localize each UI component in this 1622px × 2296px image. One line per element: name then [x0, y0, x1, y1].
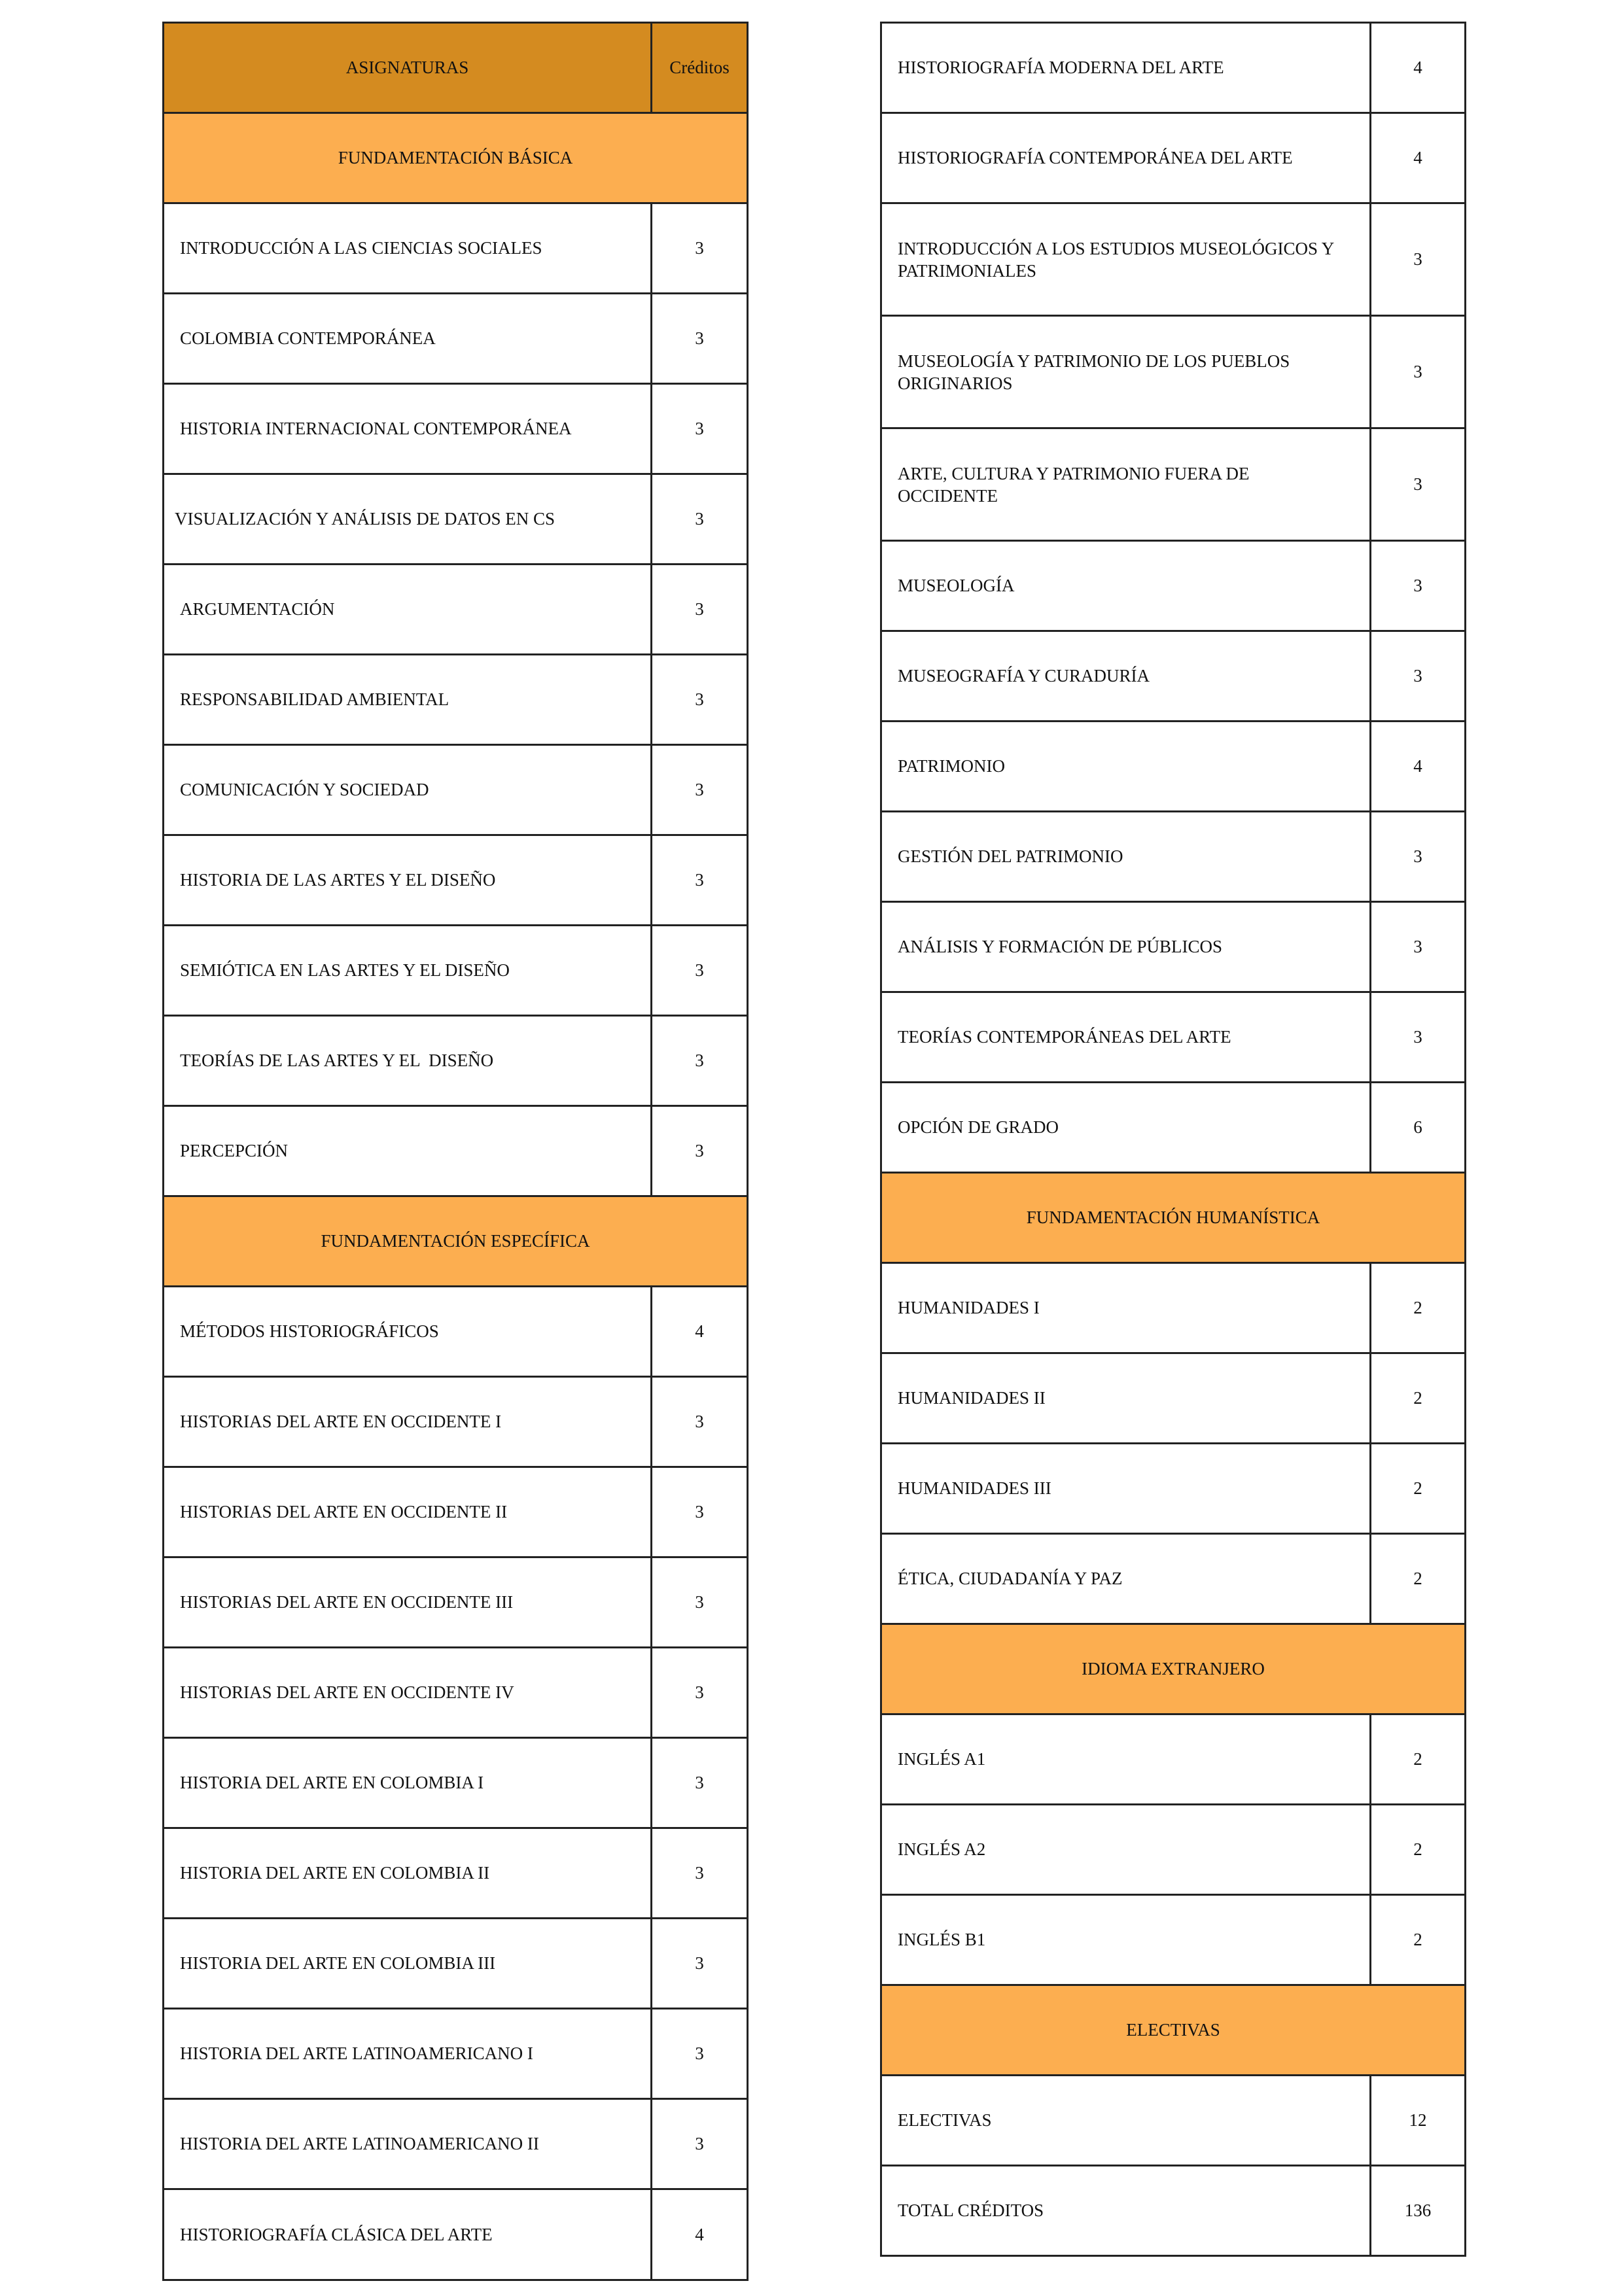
- subject-name: GESTIÓN DEL PATRIMONIO: [881, 812, 1371, 902]
- table-row: [881, 1263, 1466, 1353]
- subject-credits: 2: [1371, 1263, 1466, 1353]
- header-credits: Créditos: [652, 23, 748, 113]
- table-row: [164, 2099, 748, 2189]
- table-row: [881, 203, 1466, 316]
- subject-credits: 3: [652, 1648, 748, 1738]
- subject-credits: 4: [652, 2189, 748, 2280]
- subject-name: OPCIÓN DE GRADO: [881, 1083, 1371, 1173]
- table-row: [881, 1714, 1466, 1805]
- subject-name: HISTORIAS DEL ARTE EN OCCIDENTE IV: [164, 1648, 652, 1738]
- table-row: [881, 992, 1466, 1083]
- table-row: [164, 1828, 748, 1919]
- table-row: [881, 2076, 1466, 2166]
- table-row: [881, 1353, 1466, 1444]
- section-title: IDIOMA EXTRANJERO: [881, 1624, 1466, 1714]
- subject-credits: 3: [652, 294, 748, 384]
- subject-credits: 2: [1371, 1805, 1466, 1895]
- subject-name: MUSEOGRAFÍA Y CURADURÍA: [881, 631, 1371, 722]
- table-row: [164, 2189, 748, 2280]
- table-row: [164, 474, 748, 565]
- subject-name: HISTORIA DEL ARTE EN COLOMBIA II: [164, 1828, 652, 1919]
- subject-credits: 2: [1371, 1895, 1466, 1985]
- section-electivas: [881, 1985, 1466, 2076]
- table-row: [164, 1287, 748, 1377]
- subject-name: HISTORIOGRAFÍA CONTEMPORÁNEA DEL ARTE: [881, 113, 1371, 203]
- subject-name: INTRODUCCIÓN A LAS CIENCIAS SOCIALES: [164, 203, 652, 294]
- subject-credits: 2: [1371, 1534, 1466, 1624]
- subject-name: MÉTODOS HISTORIOGRÁFICOS: [164, 1287, 652, 1377]
- subject-name: HUMANIDADES III: [881, 1444, 1371, 1534]
- total-credits-row: [881, 2166, 1466, 2256]
- table-row: [164, 565, 748, 655]
- subject-name: INTRODUCCIÓN A LOS ESTUDIOS MUSEOLÓGICOS Y PATRIMONIALES: [881, 203, 1371, 316]
- table-row: [881, 722, 1466, 812]
- subject-name: COLOMBIA CONTEMPORÁNEA: [164, 294, 652, 384]
- subject-name: HISTORIA INTERNACIONAL CONTEMPORÁNEA: [164, 384, 652, 474]
- subject-name: TEORÍAS DE LAS ARTES Y EL DISEÑO: [164, 1016, 652, 1106]
- subject-name: HISTORIAS DEL ARTE EN OCCIDENTE III: [164, 1557, 652, 1648]
- subject-credits: 4: [1371, 113, 1466, 203]
- section-fundamentacion-humanistica: [881, 1173, 1466, 1263]
- subject-credits: 3: [652, 1016, 748, 1106]
- subject-name: ÉTICA, CIUDADANÍA Y PAZ: [881, 1534, 1371, 1624]
- subject-name: HISTORIA DEL ARTE LATINOAMERICANO I: [164, 2009, 652, 2099]
- subject-name: PERCEPCIÓN: [164, 1106, 652, 1196]
- table-header-row: [164, 23, 748, 113]
- section-fundamentacion-basica: [164, 113, 748, 203]
- subject-credits: 3: [652, 655, 748, 745]
- total-credits-value: 136: [1371, 2166, 1466, 2256]
- table-row: [164, 203, 748, 294]
- table-row: [164, 384, 748, 474]
- subject-credits: 3: [652, 565, 748, 655]
- table-row: [881, 812, 1466, 902]
- subject-name: ARTE, CULTURA Y PATRIMONIO FUERA DE OCCIDENTE: [881, 428, 1371, 541]
- table-row: [164, 926, 748, 1016]
- table-row: [164, 745, 748, 835]
- subject-name: HISTORIA DEL ARTE EN COLOMBIA III: [164, 1919, 652, 2009]
- table-row: [164, 1377, 748, 1467]
- table-row: [164, 1016, 748, 1106]
- table-row: [881, 316, 1466, 428]
- subject-credits: 3: [652, 1738, 748, 1828]
- subject-name: MUSEOLOGÍA Y PATRIMONIO DE LOS PUEBLOS ORIGINARIOS: [881, 316, 1371, 428]
- subject-credits: 3: [652, 1467, 748, 1557]
- subject-name: SEMIÓTICA EN LAS ARTES Y EL DISEÑO: [164, 926, 652, 1016]
- subject-name: RESPONSABILIDAD AMBIENTAL: [164, 655, 652, 745]
- section-title: ELECTIVAS: [881, 1985, 1466, 2076]
- subject-credits: 3: [652, 1106, 748, 1196]
- table-row: [164, 1919, 748, 2009]
- subject-name: HISTORIA DEL ARTE EN COLOMBIA I: [164, 1738, 652, 1828]
- subject-credits: 3: [652, 1557, 748, 1648]
- table-row: [164, 1106, 748, 1196]
- subject-name: INGLÉS A2: [881, 1805, 1371, 1895]
- section-title: FUNDAMENTACIÓN BÁSICA: [164, 113, 748, 203]
- table-row: [164, 1467, 748, 1557]
- subject-name: INGLÉS A1: [881, 1714, 1371, 1805]
- table-row: [881, 1534, 1466, 1624]
- section-title: FUNDAMENTACIÓN HUMANÍSTICA: [881, 1173, 1466, 1263]
- table-row: [881, 428, 1466, 541]
- subject-credits: 3: [1371, 992, 1466, 1083]
- subject-credits: 3: [652, 1377, 748, 1467]
- subject-credits: 3: [1371, 541, 1466, 631]
- table-row: [881, 541, 1466, 631]
- subject-credits: 3: [652, 1919, 748, 2009]
- subject-name: HUMANIDADES II: [881, 1353, 1371, 1444]
- subject-credits: 3: [1371, 902, 1466, 992]
- table-row: [881, 23, 1466, 113]
- subject-name: MUSEOLOGÍA: [881, 541, 1371, 631]
- subject-credits: 4: [1371, 722, 1466, 812]
- subject-credits: 4: [652, 1287, 748, 1377]
- subject-name: PATRIMONIO: [881, 722, 1371, 812]
- table-row: [881, 1083, 1466, 1173]
- subject-credits: 3: [1371, 812, 1466, 902]
- subject-credits: 3: [652, 745, 748, 835]
- subject-credits: 2: [1371, 1444, 1466, 1534]
- subject-credits: 3: [1371, 203, 1466, 316]
- subject-name: HISTORIA DEL ARTE LATINOAMERICANO II: [164, 2099, 652, 2189]
- subject-name: HUMANIDADES I: [881, 1263, 1371, 1353]
- subject-credits: 6: [1371, 1083, 1466, 1173]
- table-row: [881, 1895, 1466, 1985]
- table-row: [881, 902, 1466, 992]
- subject-name: HISTORIOGRAFÍA MODERNA DEL ARTE: [881, 23, 1371, 113]
- subject-credits: 4: [1371, 23, 1466, 113]
- subject-credits: 3: [652, 835, 748, 926]
- section-fundamentacion-especifica: [164, 1196, 748, 1287]
- subject-name: HISTORIA DE LAS ARTES Y EL DISEÑO: [164, 835, 652, 926]
- subject-name: INGLÉS B1: [881, 1895, 1371, 1985]
- table-row: [164, 1557, 748, 1648]
- curriculum-table-left: [162, 22, 749, 2281]
- subject-name: HISTORIAS DEL ARTE EN OCCIDENTE II: [164, 1467, 652, 1557]
- subject-credits: 2: [1371, 1714, 1466, 1805]
- subject-credits: 3: [652, 474, 748, 565]
- table-row: [881, 631, 1466, 722]
- header-subjects: ASIGNATURAS: [164, 23, 652, 113]
- total-credits-label: TOTAL CRÉDITOS: [881, 2166, 1371, 2256]
- subject-name: ARGUMENTACIÓN: [164, 565, 652, 655]
- subject-credits: 3: [1371, 316, 1466, 428]
- subject-credits: 3: [1371, 631, 1466, 722]
- subject-name: TEORÍAS CONTEMPORÁNEAS DEL ARTE: [881, 992, 1371, 1083]
- subject-credits: 3: [652, 1828, 748, 1919]
- table-row: [881, 113, 1466, 203]
- subject-credits: 12: [1371, 2076, 1466, 2166]
- table-row: [164, 655, 748, 745]
- table-row: [164, 1648, 748, 1738]
- subject-credits: 3: [652, 384, 748, 474]
- subject-name: COMUNICACIÓN Y SOCIEDAD: [164, 745, 652, 835]
- table-row: [164, 835, 748, 926]
- subject-credits: 3: [652, 926, 748, 1016]
- subject-name: HISTORIOGRAFÍA CLÁSICA DEL ARTE: [164, 2189, 652, 2280]
- subject-credits: 3: [652, 2099, 748, 2189]
- subject-name: HISTORIAS DEL ARTE EN OCCIDENTE I: [164, 1377, 652, 1467]
- subject-name: ANÁLISIS Y FORMACIÓN DE PÚBLICOS: [881, 902, 1371, 992]
- subject-name: VISUALIZACIÓN Y ANÁLISIS DE DATOS EN CS: [164, 474, 652, 565]
- subject-name: ELECTIVAS: [881, 2076, 1371, 2166]
- table-row: [881, 1444, 1466, 1534]
- subject-credits: 3: [1371, 428, 1466, 541]
- section-idioma-extranjero: [881, 1624, 1466, 1714]
- table-row: [164, 294, 748, 384]
- table-row: [164, 2009, 748, 2099]
- table-row: [164, 1738, 748, 1828]
- subject-credits: 2: [1371, 1353, 1466, 1444]
- subject-credits: 3: [652, 2009, 748, 2099]
- curriculum-table-right: [880, 22, 1466, 2257]
- table-row: [881, 1805, 1466, 1895]
- subject-credits: 3: [652, 203, 748, 294]
- section-title: FUNDAMENTACIÓN ESPECÍFICA: [164, 1196, 748, 1287]
